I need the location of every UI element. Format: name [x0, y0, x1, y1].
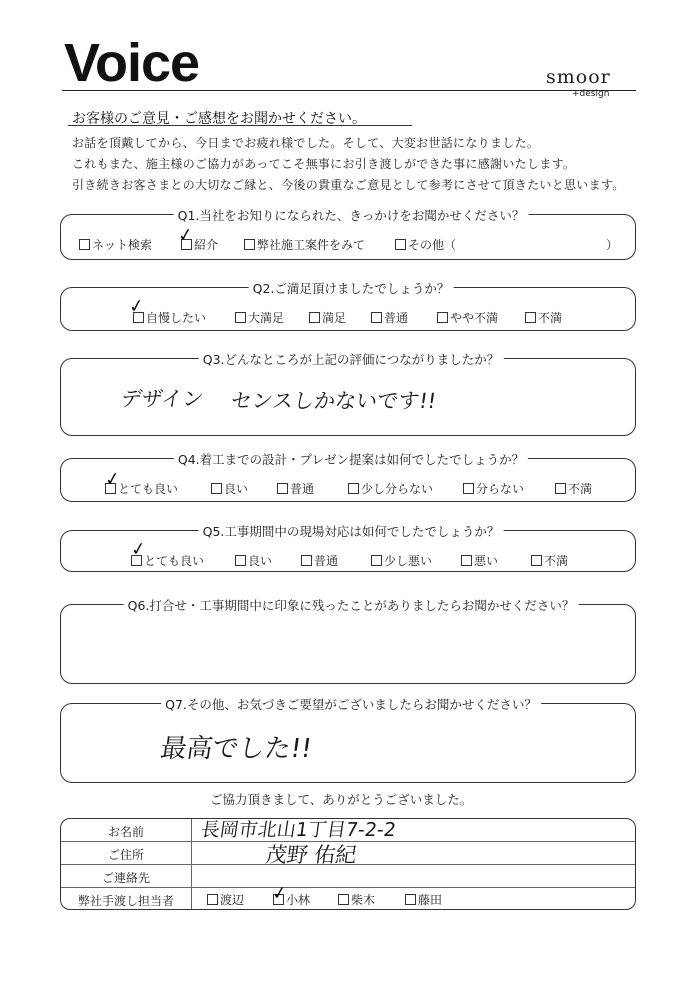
q1-option-net-search[interactable]: ネット検索 — [79, 236, 152, 253]
staff-option-kobayashi[interactable]: 小林 — [273, 891, 310, 908]
checkbox[interactable] — [531, 555, 542, 566]
checkbox[interactable] — [277, 483, 288, 494]
q5-box — [60, 524, 636, 572]
checkbox[interactable] — [371, 312, 382, 323]
q4-box — [60, 452, 636, 502]
checkbox[interactable] — [211, 483, 222, 494]
q2-box — [60, 281, 636, 331]
staff-option-shibaki[interactable]: 柴木 — [338, 891, 375, 908]
checkbox[interactable] — [461, 555, 472, 566]
q3-answer-sense: センスしかないです!! — [229, 389, 438, 413]
q1-box — [60, 208, 636, 260]
q4-option-slightly-unclear[interactable]: 少し分らない — [348, 480, 433, 497]
checkbox[interactable] — [301, 555, 312, 566]
staff-option-fujita[interactable]: 藤田 — [405, 891, 442, 908]
q5-option-slightly-bad[interactable]: 少し悪い — [371, 552, 432, 569]
checkbox[interactable] — [525, 312, 536, 323]
q3-answer-design: デザイン — [119, 387, 206, 411]
q2-option-satisfied[interactable]: 満足 — [309, 309, 346, 326]
q4-option-unclear[interactable]: 分らない — [463, 480, 524, 497]
staff-check-mark: ✓ — [270, 882, 289, 905]
q5-option-normal[interactable]: 普通 — [301, 552, 338, 569]
thanks-message: ご協力頂きまして、ありがとうございました。 — [210, 792, 473, 807]
checkbox[interactable] — [79, 239, 90, 250]
q1-option-other[interactable]: その他（ — [395, 236, 456, 253]
q5-option-bad[interactable]: 悪い — [461, 552, 498, 569]
checkbox[interactable] — [405, 894, 416, 905]
q5-option-good[interactable]: 良い — [235, 552, 272, 569]
address-label: ご住所 — [107, 848, 144, 862]
name-label: お名前 — [107, 825, 144, 839]
intro-line-1: お話を頂戴してから、今日までお疲れ様でした。そして、大変お世話になりました。 — [72, 136, 540, 150]
q1-option-referral[interactable]: 紹介 — [181, 236, 218, 253]
q4-option-unsatisfied[interactable]: 不満 — [555, 480, 592, 497]
brand-subtitle: +design — [572, 89, 610, 99]
survey-heading: お客様のご意見・ご感想をお聞かせください。 — [72, 111, 366, 127]
checkbox[interactable] — [437, 312, 448, 323]
q5-label: Q5.工事期間中の現場対応は如何でしたでしょうか？ — [199, 522, 504, 540]
q1-label: Q1.当社をお知りになられた、きっかけをお聞かせください？ — [174, 206, 529, 224]
q1-check-mark: ✓ — [176, 224, 195, 247]
q5-option-unsatisfied[interactable]: 不満 — [531, 552, 568, 569]
staff-option-watanabe[interactable]: 渡辺 — [207, 891, 244, 908]
contact-label: ご連絡先 — [101, 871, 150, 885]
intro-line-2: これもまた、施主様のご協力があってこそ無事にお引き渡しができた事に感謝いたします。 — [72, 157, 576, 171]
checkbox[interactable] — [235, 555, 246, 566]
q2-check-mark: ✓ — [127, 295, 146, 318]
q7-label: Q7.その他、お気づきご要望がございましたらお聞かせください？ — [161, 695, 541, 713]
checkbox[interactable] — [371, 555, 382, 566]
brand-logo: smoor — [546, 66, 611, 88]
q2-option-unsatisfied[interactable]: 不満 — [525, 309, 562, 326]
q5-option-very-good[interactable]: とても良い — [131, 552, 204, 569]
q4-option-very-good[interactable]: とても良い — [105, 480, 178, 497]
q5-check-mark: ✓ — [129, 538, 148, 561]
q3-box — [60, 352, 636, 436]
heading-underline — [68, 125, 412, 126]
page-title: Voice — [64, 33, 200, 93]
q2-option-slightly-unsatisfied[interactable]: やや不満 — [437, 309, 498, 326]
checkbox[interactable] — [338, 894, 349, 905]
checkbox[interactable] — [244, 239, 255, 250]
q4-label: Q4.着工までの設計・プレゼン提案は如何でしたでしょうか？ — [174, 450, 528, 468]
checkbox[interactable] — [207, 894, 218, 905]
checkbox[interactable] — [235, 312, 246, 323]
checkbox[interactable] — [463, 483, 474, 494]
intro-line-3: 引き続きお客さまとの大切なご縁と、今後の貴重なご意見として参考にさせて頂きたいと思います。 — [72, 178, 625, 192]
name-value: 茂野 佑紀 — [264, 843, 359, 867]
checkbox[interactable] — [309, 312, 320, 323]
q6-label: Q6.打合せ・工事期間中に印象に残ったことがありましたらお聞かせください？ — [124, 596, 579, 614]
title-underline — [62, 90, 636, 91]
q7-answer: 最高でした!! — [158, 734, 314, 764]
q4-option-good[interactable]: 良い — [211, 480, 248, 497]
staff-label: 弊社手渡し担当者 — [77, 894, 174, 908]
q6-box — [60, 598, 636, 684]
checkbox[interactable] — [348, 483, 359, 494]
info-row-line — [61, 887, 635, 888]
q2-option-normal[interactable]: 普通 — [371, 309, 408, 326]
q4-check-mark: ✓ — [103, 468, 122, 491]
q2-option-very-satisfied[interactable]: 大満足 — [235, 309, 284, 326]
address-value: 長岡市北山1丁目7-2-2 — [199, 819, 398, 841]
q3-label: Q3.どんなところが上記の評価につながりましたか？ — [199, 350, 504, 368]
checkbox[interactable] — [555, 483, 566, 494]
q2-option-proud[interactable]: 自慢したい — [133, 309, 206, 326]
customer-info-table — [60, 818, 636, 910]
q7-box — [60, 697, 636, 783]
q4-option-normal[interactable]: 普通 — [277, 480, 314, 497]
q1-option-past-projects[interactable]: 弊社施工案件をみて — [244, 236, 365, 253]
q2-label: Q2.ご満足頂けましたでしょうか？ — [249, 279, 454, 297]
checkbox[interactable] — [395, 239, 406, 250]
q1-other-close: ） — [606, 238, 619, 252]
